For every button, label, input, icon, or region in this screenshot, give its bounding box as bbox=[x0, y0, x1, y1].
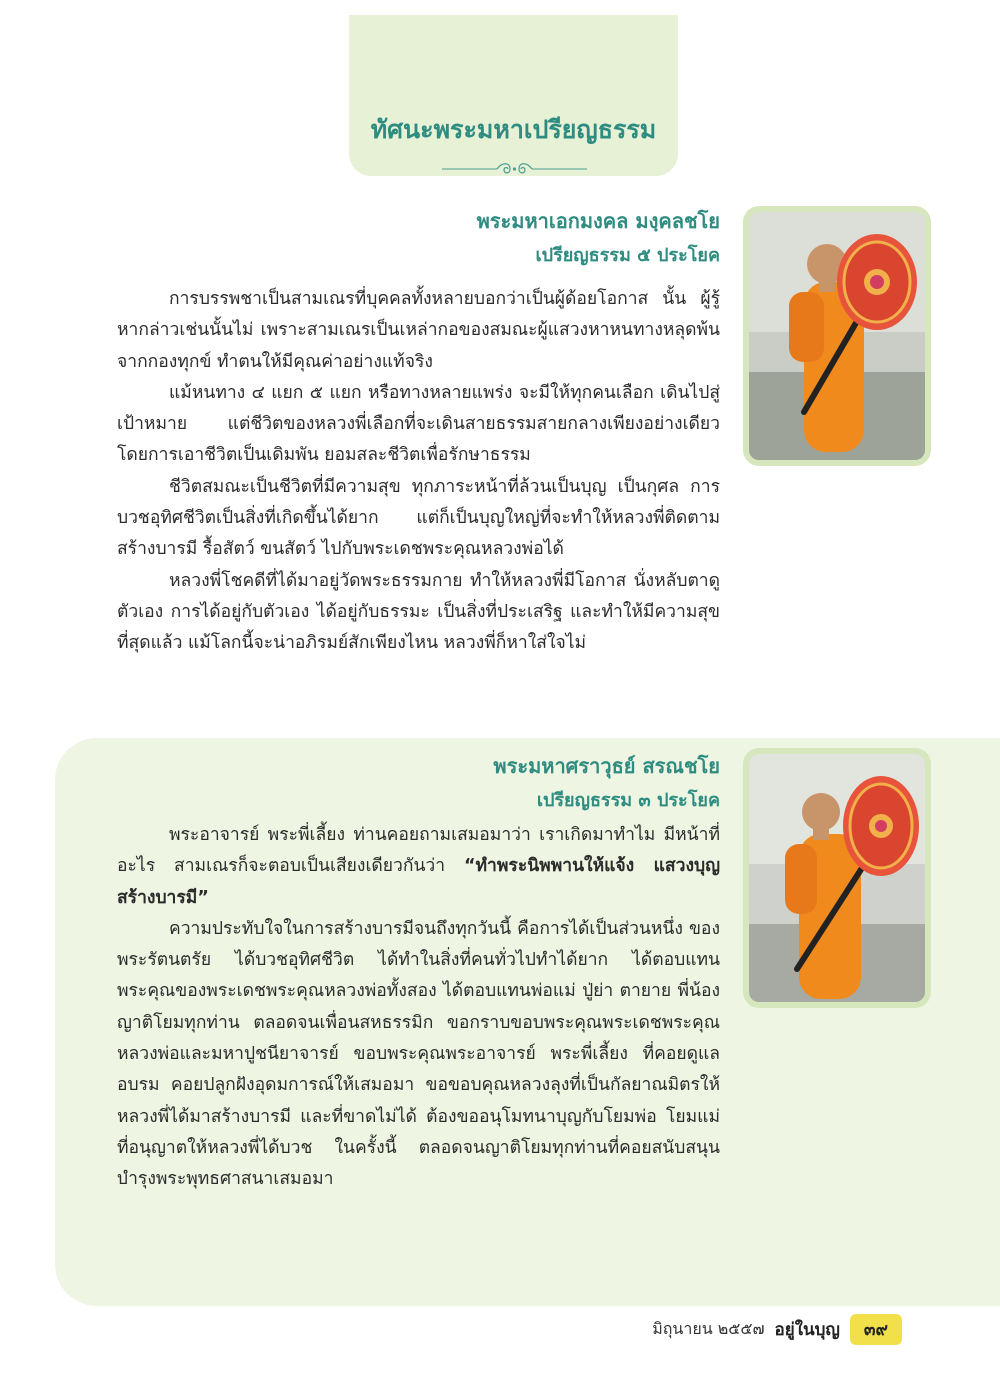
monk1-rank: เปรียญธรรม ๕ ประโยค bbox=[535, 245, 720, 266]
monk1-text bbox=[117, 284, 720, 660]
footer bbox=[652, 1315, 902, 1343]
monk2-paragraph-1-text: พระอาจารย์ พระพี่เลี้ยง ท่านคอยถามเสมอมาว่า เราเกิดมาทำไม มีหน้าที่อะไร สามเณรก็จะตอบเป็นเสียงเดียวกันว่า bbox=[117, 825, 720, 877]
monk1-name: พระมหาเอกมงคล มงฺคลชโย bbox=[476, 209, 720, 233]
monk1-photo bbox=[743, 206, 931, 466]
footer-date: มิถุนายน ๒๕๕๗ bbox=[652, 1318, 765, 1338]
monk2-photo bbox=[743, 748, 931, 1008]
monk2-paragraph-1 bbox=[117, 820, 720, 914]
header-box bbox=[349, 15, 678, 176]
monk2-quote: “ทำพระนิพพานให้แจ้ง แสวงบุญ สร้างบารมี” bbox=[117, 856, 721, 908]
ornament-divider-icon bbox=[442, 160, 587, 178]
footer-magazine-name: อยู่ในบุญ bbox=[774, 1319, 840, 1340]
monk2-text bbox=[117, 820, 720, 1196]
monk2-rank: เปรียญธรรม ๓ ประโยค bbox=[536, 790, 720, 811]
monk2-name: พระมหาศราวุธย์ สรณชโย bbox=[493, 754, 720, 778]
page-number: ๓๙ bbox=[850, 1314, 902, 1345]
monk2-paragraph-2: ความประทับใจในการสร้างบารมีจนถึงทุกวันนี้ คือการได้เป็นส่วนหนึ่ง ของพระรัตนตรัย ได้บวชอุทิศชีวิต ได้ทำในสิ่งที่คนทั่วไปทำได้ยาก ได้ตอบแทนพระคุณของพระเดชพระคุณหลวงพ่อทั้งสอง ได้ตอบแทนพ่อแม่ ปู่ย่า ตายาย พี่น้อง ญาติโยมทุกท่าน ตลอดจนเพื่อนสหธรรมิก ขอกราบขอบพระคุณพระเดชพระคุณหลวงพ่อและมหาปูชนียาจารย์ ขอบพระคุณพระอาจารย์ พระพี่เลี้ยง ที่คอยดูแลอบรม คอยปลูกฝังอุดมการณ์ให้เสมอมา ขอขอบคุณหลวงลุงที่เป็นกัลยาณมิตรให้หลวงพี่ได้มาสร้างบารมี และที่ขาดไม่ได้ ต้องขออนุโมทนาบุญกับโยมพ่อ โยมแม่ ที่อนุญาตให้หลวงพี่ได้บวช ในครั้งนี้ ตลอดจนญาติโยมทุกท่านที่คอยสนับสนุนบำรุงพระพุทธศาสนาเสมอมา bbox=[117, 918, 720, 1190]
monk1-paragraph: ชีวิตสมณะเป็นชีวิตที่มีความสุข ทุกภาระหน้าที่ล้วนเป็นบุญ เป็นกุศล การบวชอุทิศชีวิตเป็นสิ่งที่เกิดขึ้นได้ยาก แต่ก็เป็นบุญใหญ่ที่จะทำให้หลวงพี่ติดตามสร้างบารมี รื้อสัตว์ ขนสัตว์ ไปกับพระเดชพระคุณหลวงพ่อได้ bbox=[117, 476, 720, 560]
monk1-paragraph: แม้หนทาง ๔ แยก ๕ แยก หรือทางหลายแพร่ง จะมีให้ทุกคนเลือก เดินไปสู่เป้าหมาย แต่ชีวิตของหลวงพี่เลือกที่จะเดินสายธรรมสายกลางเพียงอย่างเดียว โดยการเอาชีวิตเป็นเดิมพัน ยอมสละชีวิตเพื่อรักษาธรรม bbox=[117, 382, 720, 466]
page-title: ทัศนะพระมหาเปรียญธรรม bbox=[370, 115, 657, 144]
monk1-paragraph: หลวงพี่โชคดีที่ได้มาอยู่วัดพระธรรมกาย ทำให้หลวงพี่มีโอกาส นั่งหลับตาดูตัวเอง การได้อยู่กับตัวเอง ได้อยู่กับธรรมะ เป็นสิ่งที่ประเสริฐ และทำให้มีความสุขที่สุดแล้ว แม้โลกนี้จะน่าอภิรมย์สักเพียงไหน หลวงพี่ก็หาใส่ใจไม่ bbox=[117, 570, 720, 654]
monk-photo-image bbox=[749, 754, 925, 1002]
monk-photo-image bbox=[749, 212, 925, 460]
monk1-paragraph: การบรรพชาเป็นสามเณรที่บุคคลทั้งหลายบอกว่าเป็นผู้ด้อยโอกาส นั้น ผู้รู้หากล่าวเช่นนั้นไม่ เพราะสามเณรเป็นเหล่ากอของสมณะผู้แสวงหาหนทางหลุดพ้นจากกองทุกข์ ทำตนให้มีคุณค่าอย่างแท้จริง bbox=[117, 289, 720, 372]
